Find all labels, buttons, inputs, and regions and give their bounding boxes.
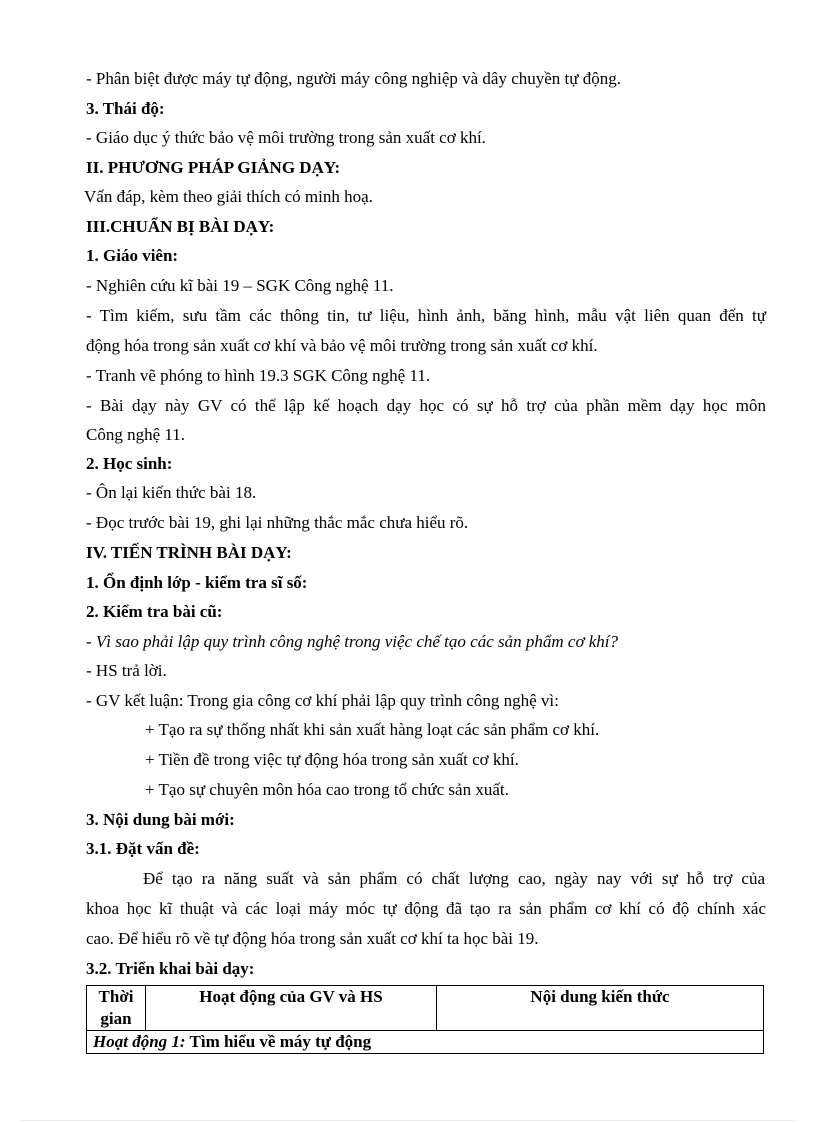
- text-line: Vấn đáp, kèm theo giải thích có minh hoạ.: [84, 187, 373, 206]
- text-line: - GV kết luận: Trong gia công cơ khí phải lập quy trình công nghệ vì:: [86, 691, 559, 710]
- text-line: Công nghệ 11.: [86, 425, 186, 444]
- subsection-heading: 1. Giáo viên:: [86, 246, 179, 265]
- header-cell-activity: Hoạt động của GV và HS: [146, 986, 437, 1031]
- page-bottom-divider: [20, 1120, 796, 1121]
- paragraph-line: cao. Để hiểu rõ về tự động hóa trong sản xuất cơ khí ta học bài 19.: [86, 929, 539, 948]
- text-line: động hóa trong sản xuất cơ khí và bảo vệ môi trường trong sản xuất cơ khí.: [86, 336, 598, 355]
- table-header-row: [87, 986, 764, 1031]
- text-line: - Ôn lại kiến thức bài 18.: [86, 483, 257, 502]
- section-heading: IV. TIẾN TRÌNH BÀI DẠY:: [86, 543, 292, 562]
- paragraph-line: Để tạo ra năng suất và sản phẩm có chất lượng cao, ngày nay với sự hỗ trợ của: [143, 869, 765, 888]
- subsection-heading: 3.2. Triển khai bài dạy:: [86, 959, 255, 978]
- lesson-table: [86, 985, 764, 1054]
- text-line: - HS trả lời.: [86, 661, 167, 680]
- text-line: - Bài dạy này GV có thể lập kế hoạch dạy học có sự hỗ trợ của phần mềm dạy học môn: [86, 396, 766, 415]
- section-heading: 3. Thái độ:: [86, 99, 165, 118]
- subsection-heading: 1. Ổn định lớp - kiểm tra sĩ số:: [86, 573, 308, 592]
- bullet-line: + Tiền đề trong việc tự động hóa trong sản xuất cơ khí.: [145, 750, 519, 769]
- question-line: - Vì sao phải lập quy trình công nghệ trong việc chế tạo các sản phẩm cơ khí?: [86, 632, 619, 651]
- header-cell-content: Nội dung kiến thức: [437, 986, 764, 1031]
- activity-row-cell: [87, 1031, 764, 1054]
- subsection-heading: 3.1. Đặt vấn đề:: [86, 839, 200, 858]
- activity-title: Tìm hiểu về máy tự động: [185, 1032, 372, 1051]
- text-line: - Tìm kiếm, sưu tầm các thông tin, tư liệu, hình ảnh, băng hình, mẫu vật liên quan đến tự: [86, 306, 766, 325]
- text-line: - Nghiên cứu kĩ bài 19 – SGK Công nghệ 11.: [86, 276, 394, 295]
- section-heading: III.CHUẨN BỊ BÀI DẠY:: [86, 217, 275, 236]
- subsection-heading: 2. Học sinh:: [86, 454, 173, 473]
- subsection-heading: 2. Kiểm tra bài cũ:: [86, 602, 223, 621]
- subsection-heading: 3. Nội dung bài mới:: [86, 810, 235, 829]
- header-cell-time: Thời gian: [87, 986, 146, 1031]
- text-line: - Phân biệt được máy tự động, người máy công nghiệp và dây chuyền tự động.: [86, 69, 621, 88]
- text-line: - Đọc trước bài 19, ghi lại những thắc mắc chưa hiểu rõ.: [86, 513, 469, 532]
- text-line: - Giáo dục ý thức bảo vệ môi trường trong sản xuất cơ khí.: [86, 128, 486, 147]
- section-heading: II. PHƯƠNG PHÁP GIẢNG DẠY:: [86, 158, 341, 177]
- table-row: [87, 1031, 764, 1054]
- paragraph-line: khoa học kĩ thuật và các loại máy móc tự động đã tạo ra sản phẩm cơ khí có độ chính xác: [86, 899, 766, 918]
- bullet-line: + Tạo ra sự thống nhất khi sản xuất hàng loạt các sản phẩm cơ khí.: [145, 720, 600, 739]
- bullet-line: + Tạo sự chuyên môn hóa cao trong tổ chức sản xuất.: [145, 780, 509, 799]
- activity-label: Hoạt động 1:: [93, 1032, 186, 1051]
- text-line: - Tranh vẽ phóng to hình 19.3 SGK Công nghệ 11.: [86, 366, 431, 385]
